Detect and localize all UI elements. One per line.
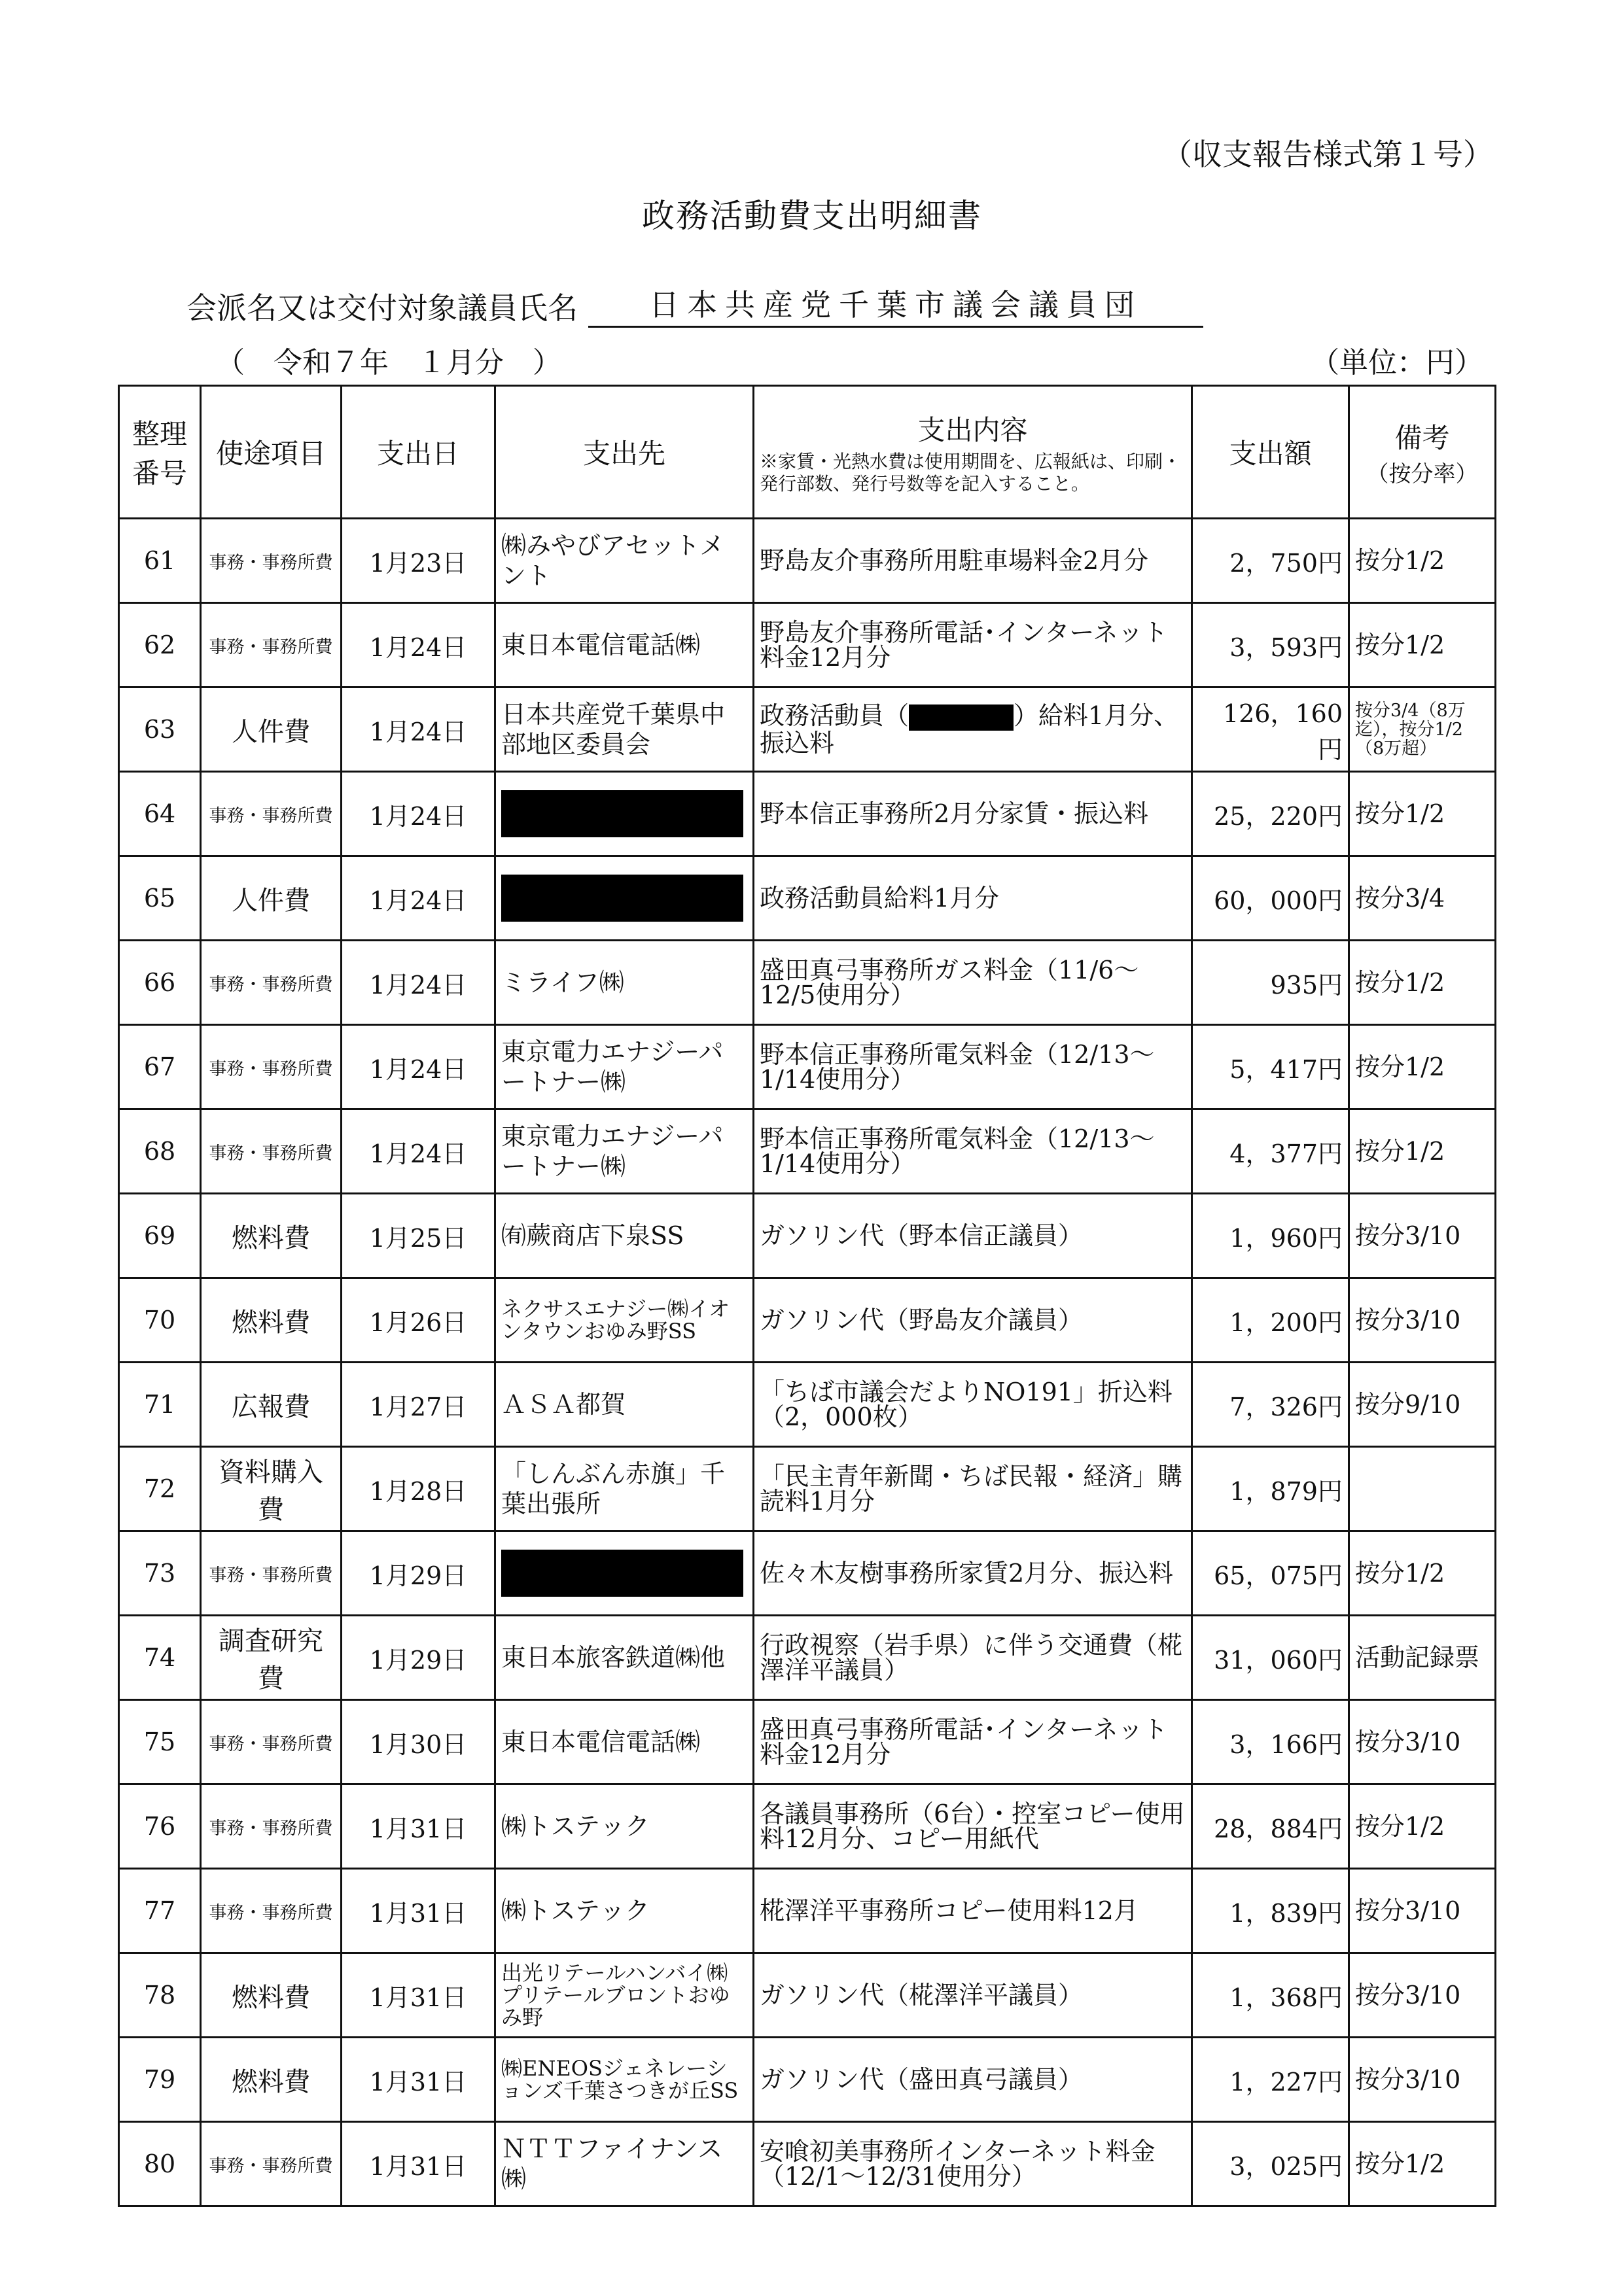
- cell-date: 1月26日: [342, 1278, 495, 1363]
- cell-remarks: 活動記録票: [1349, 1616, 1496, 1700]
- cell-payee: ㈱ENEOSジェネレーションズ千葉さつきが丘SS: [495, 2038, 754, 2122]
- cell-amount: 2，750円: [1192, 519, 1349, 603]
- table-row: [119, 687, 1496, 772]
- cell-category: 燃料費: [201, 2038, 342, 2122]
- column-header-description: [754, 386, 1192, 519]
- cell-amount: 935円: [1192, 941, 1349, 1025]
- cell-date: 1月24日: [342, 941, 495, 1025]
- cell-date: 1月31日: [342, 2038, 495, 2122]
- cell-remarks: 按分3/10: [1349, 1869, 1496, 1953]
- cell-amount: 1，200円: [1192, 1278, 1349, 1363]
- currency-unit: （単位：円）: [1311, 346, 1483, 379]
- cell-date: 1月24日: [342, 603, 495, 687]
- cell-number: 79: [119, 2038, 201, 2122]
- cell-remarks: 按分1/2: [1349, 1109, 1496, 1194]
- cell-payee: ㈱トステック: [495, 1869, 754, 1953]
- cell-category: 人件費: [201, 856, 342, 941]
- cell-payee: [495, 856, 754, 941]
- cell-payee: 東京電力エナジーパートナー㈱: [495, 1025, 754, 1109]
- cell-date: 1月23日: [342, 519, 495, 603]
- cell-payee: 東日本電信電話㈱: [495, 1700, 754, 1784]
- cell-category: 燃料費: [201, 1953, 342, 2038]
- cell-amount: 1，839円: [1192, 1869, 1349, 1953]
- cell-payee: 出光リテールハンバイ㈱プリテールブロントおゆみ野: [495, 1953, 754, 2038]
- table-row: [119, 1784, 1496, 1869]
- redacted-payee-block: [501, 1550, 743, 1597]
- cell-payee: [495, 772, 754, 856]
- cell-description: 野本信正事務所2月分家賃・振込料: [754, 772, 1192, 856]
- cell-amount: 4，377円: [1192, 1109, 1349, 1194]
- column-header-description-title: 支出内容: [917, 414, 1028, 446]
- cell-number: 71: [119, 1363, 201, 1447]
- cell-description: ガソリン代（野本信正議員）: [754, 1194, 1192, 1278]
- column-header-number: [119, 386, 201, 519]
- table-row: [119, 772, 1496, 856]
- cell-category: 事務・事務所費: [201, 2122, 342, 2206]
- cell-remarks: 按分3/10: [1349, 1953, 1496, 2038]
- group-name-row: [186, 281, 1203, 328]
- cell-payee: 日本共産党千葉県中部地区委員会: [495, 687, 754, 772]
- table-row: [119, 1953, 1496, 2038]
- cell-description: 安喰初美事務所インターネット料金（12/1～12/31使用分）: [754, 2122, 1192, 2206]
- column-header-remarks-sub: （按分率）: [1366, 461, 1478, 487]
- cell-remarks: 按分3/10: [1349, 2038, 1496, 2122]
- cell-number: 64: [119, 772, 201, 856]
- table-row: [119, 856, 1496, 941]
- cell-amount: 3，593円: [1192, 603, 1349, 687]
- group-name-value: 日本共産党千葉市議会議員団: [588, 281, 1203, 328]
- table-row: [119, 1194, 1496, 1278]
- cell-payee: 東日本旅客鉄道㈱他: [495, 1616, 754, 1700]
- cell-category: 事務・事務所費: [201, 1700, 342, 1784]
- column-header-number-line1: 整理: [132, 418, 187, 450]
- cell-amount: 3，025円: [1192, 2122, 1349, 2206]
- cell-number: 76: [119, 1784, 201, 1869]
- column-header-payee: 支出先: [495, 386, 754, 519]
- cell-remarks: [1349, 1447, 1496, 1531]
- cell-date: 1月24日: [342, 772, 495, 856]
- cell-amount: 65，075円: [1192, 1531, 1349, 1616]
- cell-remarks: 按分3/10: [1349, 1194, 1496, 1278]
- cell-amount: 1，368円: [1192, 1953, 1349, 2038]
- cell-description: 椛澤洋平事務所コピー使用料12月: [754, 1869, 1192, 1953]
- cell-remarks: 按分1/2: [1349, 519, 1496, 603]
- cell-description: 「ちば市議会だよりNO191」折込料（2，000枚）: [754, 1363, 1192, 1447]
- cell-number: 80: [119, 2122, 201, 2206]
- group-name-label: 会派名又は交付対象議員氏名: [186, 290, 578, 326]
- table-row: [119, 1531, 1496, 1616]
- table-row: [119, 1278, 1496, 1363]
- cell-category: 事務・事務所費: [201, 941, 342, 1025]
- cell-date: 1月31日: [342, 1953, 495, 2038]
- cell-date: 1月24日: [342, 687, 495, 772]
- table-row: [119, 1363, 1496, 1447]
- cell-payee: ㈲蕨商店下泉SS: [495, 1194, 754, 1278]
- table-row: [119, 1109, 1496, 1194]
- redacted-name-block: [909, 704, 1014, 731]
- column-header-remarks: [1349, 386, 1496, 519]
- cell-amount: 1，227円: [1192, 2038, 1349, 2122]
- cell-description: 野島友介事務所電話･インターネット料金12月分: [754, 603, 1192, 687]
- form-number: （収支報告様式第１号）: [1162, 137, 1493, 172]
- cell-date: 1月27日: [342, 1363, 495, 1447]
- cell-description: ガソリン代（椛澤洋平議員）: [754, 1953, 1192, 2038]
- cell-number: 65: [119, 856, 201, 941]
- cell-remarks: 按分3/4（8万迄），按分1/2（8万超）: [1349, 687, 1496, 772]
- cell-date: 1月24日: [342, 856, 495, 941]
- cell-remarks: 按分1/2: [1349, 772, 1496, 856]
- cell-description: 「民主青年新聞・ちば民報・経済」購読料1月分: [754, 1447, 1192, 1531]
- cell-amount: 3，166円: [1192, 1700, 1349, 1784]
- cell-category: 人件費: [201, 687, 342, 772]
- cell-category: 事務・事務所費: [201, 1109, 342, 1194]
- cell-remarks: 按分3/10: [1349, 1700, 1496, 1784]
- cell-category: 事務・事務所費: [201, 1869, 342, 1953]
- cell-payee: ネクサスエナジー㈱イオンタウンおゆみ野SS: [495, 1278, 754, 1363]
- cell-date: 1月31日: [342, 1784, 495, 1869]
- cell-payee: ミライフ㈱: [495, 941, 754, 1025]
- table-row: [119, 1869, 1496, 1953]
- cell-remarks: 按分1/2: [1349, 1784, 1496, 1869]
- cell-number: 62: [119, 603, 201, 687]
- cell-date: 1月24日: [342, 1025, 495, 1109]
- cell-payee: ＮＴＴファイナンス㈱: [495, 2122, 754, 2206]
- cell-category: 事務・事務所費: [201, 519, 342, 603]
- cell-number: 68: [119, 1109, 201, 1194]
- cell-category: 広報費: [201, 1363, 342, 1447]
- cell-remarks: 按分3/10: [1349, 1278, 1496, 1363]
- cell-description: 盛田真弓事務所ガス料金（11/6～12/5使用分）: [754, 941, 1192, 1025]
- document-title: 政務活動費支出明細書: [642, 197, 982, 235]
- cell-payee: ＡＳＡ都賀: [495, 1363, 754, 1447]
- column-header-remarks-title: 備考: [1394, 421, 1450, 454]
- cell-category: 燃料費: [201, 1278, 342, 1363]
- cell-description: 野本信正事務所電気料金（12/13～1/14使用分）: [754, 1025, 1192, 1109]
- cell-amount: 1，879円: [1192, 1447, 1349, 1531]
- cell-date: 1月24日: [342, 1109, 495, 1194]
- cell-number: 72: [119, 1447, 201, 1531]
- table-row: [119, 1025, 1496, 1109]
- redacted-payee-block: [501, 790, 743, 837]
- cell-payee: 東日本電信電話㈱: [495, 603, 754, 687]
- cell-remarks: 按分1/2: [1349, 1531, 1496, 1616]
- cell-remarks: 按分3/4: [1349, 856, 1496, 941]
- cell-number: 73: [119, 1531, 201, 1616]
- cell-amount: 28，884円: [1192, 1784, 1349, 1869]
- description-part-before: 政務活動員（: [760, 701, 909, 730]
- cell-date: 1月29日: [342, 1531, 495, 1616]
- cell-category: 事務・事務所費: [201, 603, 342, 687]
- cell-remarks: 按分9/10: [1349, 1363, 1496, 1447]
- cell-number: 61: [119, 519, 201, 603]
- cell-category: 燃料費: [201, 1194, 342, 1278]
- description-part-after: ）給料1月分、振込料: [760, 701, 1179, 758]
- cell-payee: ㈱トステック: [495, 1784, 754, 1869]
- cell-number: 70: [119, 1278, 201, 1363]
- cell-number: 69: [119, 1194, 201, 1278]
- column-header-amount: 支出額: [1192, 386, 1349, 519]
- cell-amount: 25，220円: [1192, 772, 1349, 856]
- cell-amount: 7，326円: [1192, 1363, 1349, 1447]
- column-header-category: 使途項目: [201, 386, 342, 519]
- cell-remarks: 按分1/2: [1349, 1025, 1496, 1109]
- table-row: [119, 519, 1496, 603]
- cell-amount: 31，060円: [1192, 1616, 1349, 1700]
- cell-date: 1月31日: [342, 2122, 495, 2206]
- cell-date: 1月25日: [342, 1194, 495, 1278]
- table-row: [119, 941, 1496, 1025]
- table-header-row: [119, 386, 1496, 519]
- cell-date: 1月30日: [342, 1700, 495, 1784]
- cell-number: 74: [119, 1616, 201, 1700]
- cell-remarks: 按分1/2: [1349, 603, 1496, 687]
- cell-category: 事務・事務所費: [201, 772, 342, 856]
- cell-remarks: 按分1/2: [1349, 2122, 1496, 2206]
- cell-category: 事務・事務所費: [201, 1025, 342, 1109]
- cell-category: 資料購入費: [201, 1447, 342, 1531]
- cell-description: [754, 687, 1192, 772]
- cell-amount: 126，160円: [1192, 687, 1349, 772]
- cell-date: 1月29日: [342, 1616, 495, 1700]
- cell-number: 66: [119, 941, 201, 1025]
- cell-description: 盛田真弓事務所電話･インターネット料金12月分: [754, 1700, 1192, 1784]
- table-row: [119, 1700, 1496, 1784]
- table-row: [119, 2122, 1496, 2206]
- table-row: [119, 1447, 1496, 1531]
- cell-description: ガソリン代（野島友介議員）: [754, 1278, 1192, 1363]
- cell-description: 野島友介事務所用駐車場料金2月分: [754, 519, 1192, 603]
- cell-description: 行政視察（岩手県）に伴う交通費（椛澤洋平議員）: [754, 1616, 1192, 1700]
- cell-description: 各議員事務所（6台）・控室コピー使用料12月分、コピー用紙代: [754, 1784, 1192, 1869]
- cell-number: 63: [119, 687, 201, 772]
- cell-payee: 「しんぶん赤旗」千葉出張所: [495, 1447, 754, 1531]
- cell-description: 佐々木友樹事務所家賃2月分、振込料: [754, 1531, 1192, 1616]
- cell-payee: 東京電力エナジーパートナー㈱: [495, 1109, 754, 1194]
- column-header-number-line2: 番号: [132, 457, 187, 489]
- column-header-description-note: ※家賃・光熱水費は使用期間を、広報紙は、印刷・発行部数、発行号数等を記入すること。: [760, 451, 1182, 495]
- expenditure-table: [118, 385, 1496, 2207]
- table-row: [119, 1616, 1496, 1700]
- cell-date: 1月31日: [342, 1869, 495, 1953]
- cell-category: 事務・事務所費: [201, 1531, 342, 1616]
- cell-amount: 5，417円: [1192, 1025, 1349, 1109]
- table-row: [119, 603, 1496, 687]
- cell-number: 75: [119, 1700, 201, 1784]
- cell-amount: 1，960円: [1192, 1194, 1349, 1278]
- cell-date: 1月28日: [342, 1447, 495, 1531]
- redacted-payee-block: [501, 875, 743, 922]
- cell-remarks: 按分1/2: [1349, 941, 1496, 1025]
- cell-description: 野本信正事務所電気料金（12/13～1/14使用分）: [754, 1109, 1192, 1194]
- cell-amount: 60，000円: [1192, 856, 1349, 941]
- cell-category: 事務・事務所費: [201, 1784, 342, 1869]
- cell-category: 調査研究費: [201, 1616, 342, 1700]
- cell-description: 政務活動員給料1月分: [754, 856, 1192, 941]
- cell-number: 78: [119, 1953, 201, 2038]
- table-row: [119, 2038, 1496, 2122]
- cell-payee: [495, 1531, 754, 1616]
- cell-description: ガソリン代（盛田真弓議員）: [754, 2038, 1192, 2122]
- cell-number: 77: [119, 1869, 201, 1953]
- reporting-period: （ 令和７年 １月分 ）: [216, 346, 561, 379]
- cell-payee: ㈱みやびアセットメント: [495, 519, 754, 603]
- cell-number: 67: [119, 1025, 201, 1109]
- column-header-date: 支出日: [342, 386, 495, 519]
